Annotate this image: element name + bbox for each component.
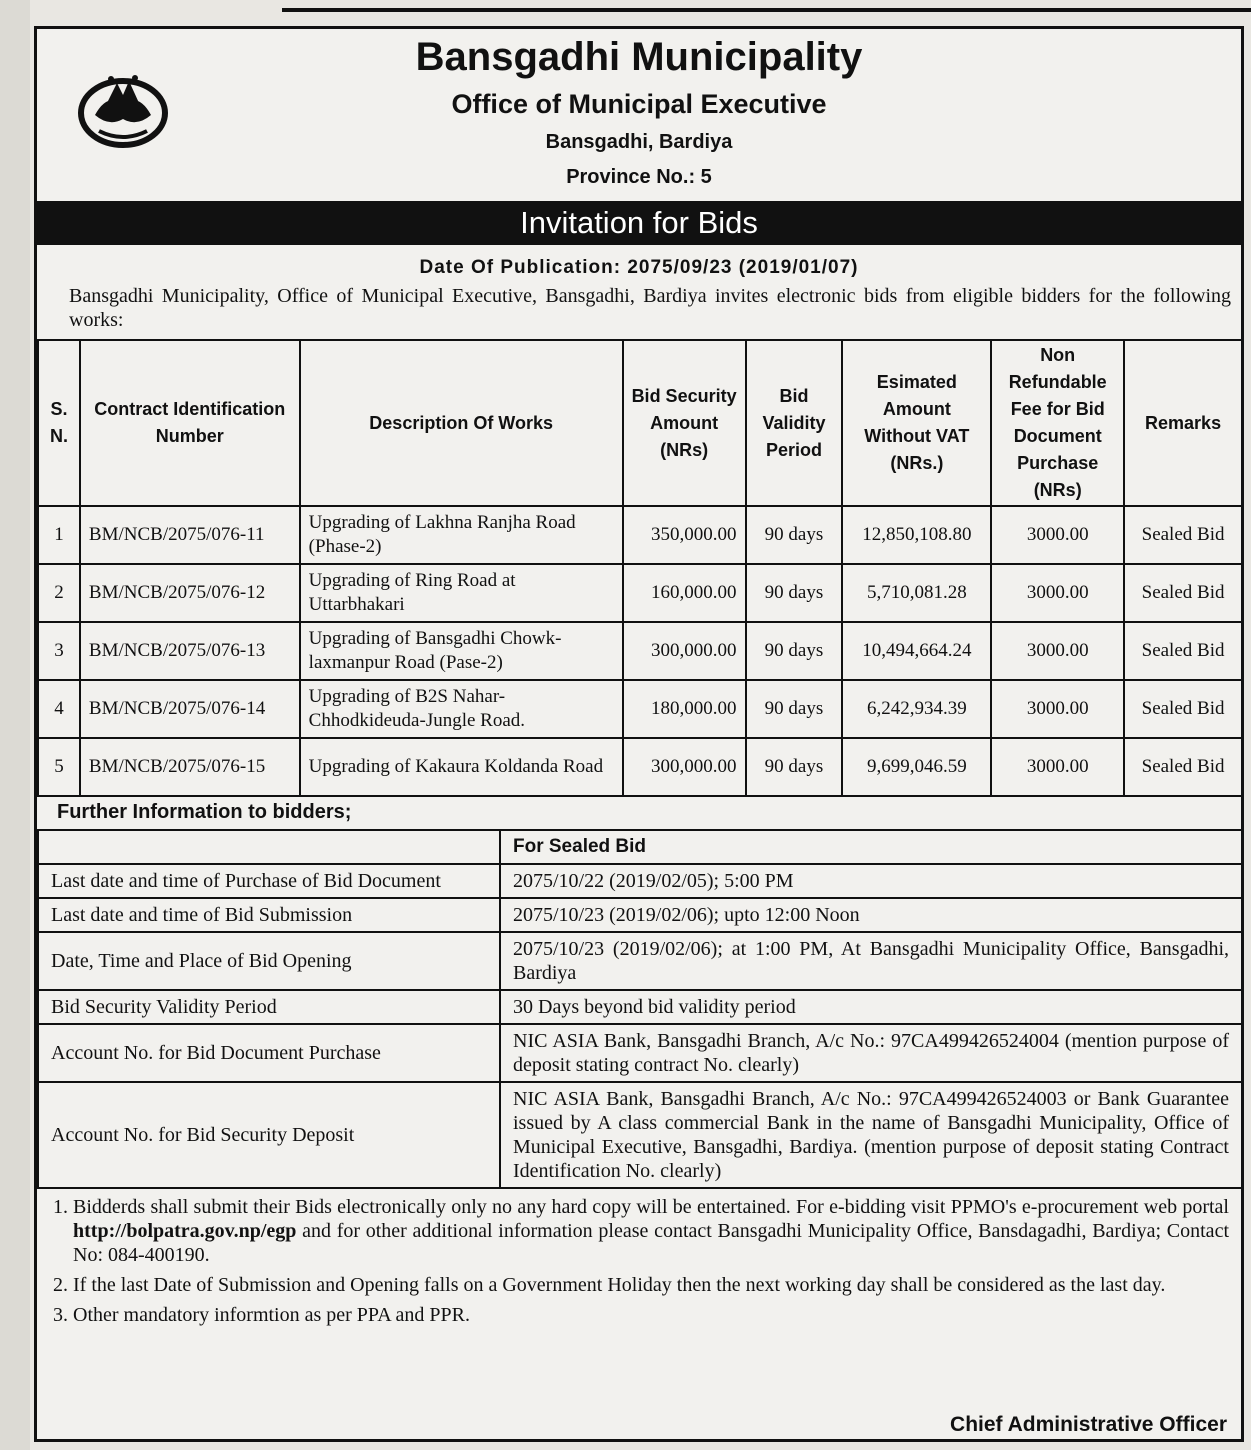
info-header-blank: [38, 830, 500, 864]
cell-remarks: Sealed Bid: [1124, 738, 1242, 796]
intro-paragraph: Bansgadhi Municipality, Office of Municipal Executive, Bansgadhi, Bardiya invites electronic bids from eligible bidders for the following works:: [69, 285, 1231, 331]
info-header-row: [38, 830, 1242, 864]
table-header-row: [38, 340, 1242, 506]
info-value: 2075/10/22 (2019/02/05); 5:00 PM: [500, 864, 1242, 898]
cell-estimated: 5,710,081.28: [842, 564, 991, 622]
table-row: [38, 506, 1242, 564]
info-column-head: For Sealed Bid: [500, 830, 1242, 864]
cell-estimated: 10,494,664.24: [842, 622, 991, 680]
cell-security: 180,000.00: [623, 680, 746, 738]
note-item: 3. Other mandatory informtion as per PPA and PPR.: [73, 1303, 1229, 1327]
header-validity: Bid Validity Period: [746, 340, 843, 506]
newspaper-margin: [0, 0, 30, 1450]
works-table: [37, 339, 1243, 797]
header-security: Bid Security Amount (NRs): [623, 340, 746, 506]
notes-list: [41, 1195, 1229, 1327]
cell-fee: 3000.00: [991, 680, 1124, 738]
invitation-banner: Invitation for Bids: [37, 201, 1241, 245]
cell-validity: 90 days: [746, 622, 843, 680]
publication-date: Date Of Publication: 2075/09/23 (2019/01/07): [419, 257, 859, 278]
office-address: Bansgadhi, Bardiya: [545, 131, 733, 153]
header-contract: Contract Identification Number: [80, 340, 300, 506]
header-estimated: Esimated Amount Without VAT (NRs.): [842, 340, 991, 506]
cell-validity: 90 days: [746, 738, 843, 796]
info-value: 30 Days beyond bid validity period: [500, 990, 1242, 1024]
bid-notice: [34, 26, 1244, 1442]
cell-description: Upgrading of Kakaura Koldanda Road: [300, 738, 623, 796]
info-label: Date, Time and Place of Bid Opening: [38, 932, 500, 990]
cell-remarks: Sealed Bid: [1124, 564, 1242, 622]
info-row: [38, 1082, 1242, 1188]
info-label: Account No. for Bid Document Purchase: [38, 1024, 500, 1082]
office-name: Office of Municipal Executive: [451, 89, 827, 119]
cell-validity: 90 days: [746, 564, 843, 622]
cell-contract: BM/NCB/2075/076-13: [80, 622, 300, 680]
info-label: Bid Security Validity Period: [38, 990, 500, 1024]
info-row: [38, 932, 1242, 990]
cell-fee: 3000.00: [991, 622, 1124, 680]
note-text: and for other additional information please contact Bansgadhi Municipality Office, Bansdagadhi, Bardiya; Contact No: 084-400190.: [73, 1220, 1229, 1266]
info-row: [38, 898, 1242, 932]
info-row: [38, 864, 1242, 898]
table-row: [38, 680, 1242, 738]
cell-remarks: Sealed Bid: [1124, 622, 1242, 680]
notice-header: [37, 29, 1241, 201]
header-fee: Non Refundable Fee for Bid Document Purchase (NRs): [991, 340, 1124, 506]
cell-security: 160,000.00: [623, 564, 746, 622]
cell-contract: BM/NCB/2075/076-12: [80, 564, 300, 622]
table-row: [38, 738, 1242, 796]
cell-remarks: Sealed Bid: [1124, 680, 1242, 738]
info-label: Account No. for Bid Security Deposit: [38, 1082, 500, 1188]
cell-estimated: 12,850,108.80: [842, 506, 991, 564]
header-description: Description Of Works: [300, 340, 623, 506]
table-row: [38, 622, 1242, 680]
info-value: 2075/10/23 (2019/02/06); upto 12:00 Noon: [500, 898, 1242, 932]
cell-estimated: 9,699,046.59: [842, 738, 991, 796]
info-value: NIC ASIA Bank, Bansgadhi Branch, A/c No.: 97CA499426524003 or Bank Guarantee issued by A class commercial Bank in the name of Bansgadhi Municipality, Office of Municipal Executive, Bansgadhi, Bardiya. (mention purpose of deposit stating Contract Identification No. clearly): [500, 1082, 1242, 1188]
egp-portal-link[interactable]: http://bolpatra.gov.np/egp: [73, 1220, 297, 1242]
cell-fee: 3000.00: [991, 564, 1124, 622]
further-info-table: [37, 829, 1243, 1189]
header-remarks: Remarks: [1124, 340, 1242, 506]
top-rule: [282, 0, 1251, 12]
info-row: [38, 1024, 1242, 1082]
cell-fee: 3000.00: [991, 506, 1124, 564]
cell-validity: 90 days: [746, 680, 843, 738]
table-row: [38, 564, 1242, 622]
notes-section: [37, 1189, 1241, 1327]
cell-security: 300,000.00: [623, 738, 746, 796]
cell-contract: BM/NCB/2075/076-11: [80, 506, 300, 564]
cell-sn: 5: [38, 738, 80, 796]
cell-fee: 3000.00: [991, 738, 1124, 796]
cell-remarks: Sealed Bid: [1124, 506, 1242, 564]
header-sn: S. N.: [38, 340, 80, 506]
info-label: Last date and time of Bid Submission: [38, 898, 500, 932]
signature-title: Chief Administrative Officer: [950, 1413, 1227, 1436]
cell-description: Upgrading of Lakhna Ranjha Road (Phase-2): [300, 506, 623, 564]
note-item: 2. If the last Date of Submission and Opening falls on a Government Holiday then the next working day shall be considered as the last day.: [73, 1273, 1229, 1297]
cell-description: Upgrading of Ring Road at Uttarbhakari: [300, 564, 623, 622]
province-number: Province No.: 5: [566, 166, 712, 188]
note-text: Bidderds shall submit their Bids electronically only no any hard copy will be entertained. For e-bidding visit PPMO's e-procurement web portal: [73, 1196, 1229, 1218]
info-value: NIC ASIA Bank, Bansgadhi Branch, A/c No.: 97CA499426524004 (mention purpose of deposit stating contract No. clearly): [500, 1024, 1242, 1082]
info-row: [38, 990, 1242, 1024]
cell-sn: 2: [38, 564, 80, 622]
cell-sn: 4: [38, 680, 80, 738]
cell-security: 300,000.00: [623, 622, 746, 680]
cell-sn: 1: [38, 506, 80, 564]
note-item: [73, 1195, 1229, 1267]
cell-security: 350,000.00: [623, 506, 746, 564]
cell-sn: 3: [38, 622, 80, 680]
info-value: 2075/10/23 (2019/02/06); at 1:00 PM, At Bansgadhi Municipality Office, Bansgadhi, Bardiya: [500, 932, 1242, 990]
further-info-title: Further Information to bidders;: [57, 801, 352, 823]
page-title: Bansgadhi Municipality: [415, 35, 863, 79]
cell-contract: BM/NCB/2075/076-14: [80, 680, 300, 738]
cell-description: Upgrading of Bansgadhi Chowk-laxmanpur Road (Pase-2): [300, 622, 623, 680]
cell-contract: BM/NCB/2075/076-15: [80, 738, 300, 796]
info-label: Last date and time of Purchase of Bid Document: [38, 864, 500, 898]
cell-validity: 90 days: [746, 506, 843, 564]
cell-description: Upgrading of B2S Nahar-Chhodkideuda-Jungle Road.: [300, 680, 623, 738]
cell-estimated: 6,242,934.39: [842, 680, 991, 738]
